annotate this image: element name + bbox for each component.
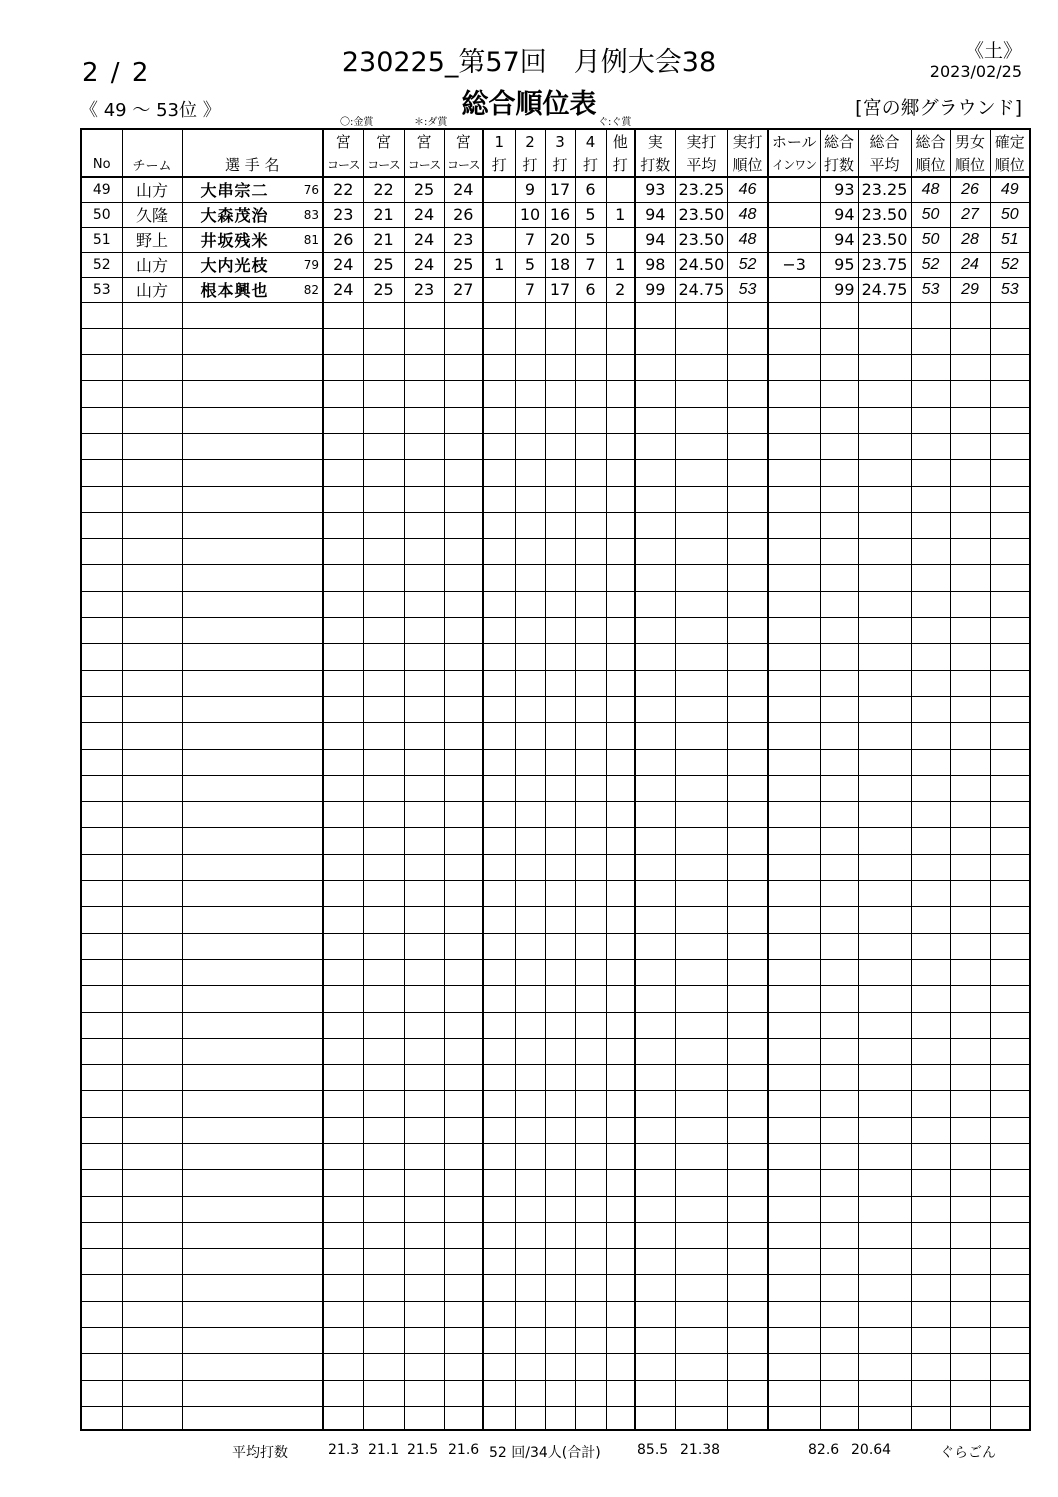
cell-rank: 48 bbox=[728, 227, 768, 252]
cell-strokes: 98 bbox=[635, 252, 675, 277]
cell-s4: 5 bbox=[575, 227, 606, 252]
empty-row bbox=[81, 1249, 1030, 1275]
table-row bbox=[81, 202, 1030, 227]
venue: [宮の郷グラウンド] bbox=[855, 97, 1022, 119]
player-name-cell bbox=[182, 252, 323, 277]
column-header-bottom-15: インワン bbox=[768, 153, 820, 177]
column-header-bottom-18: 順位 bbox=[911, 153, 950, 177]
column-header-bottom-14: 順位 bbox=[728, 153, 768, 177]
empty-row bbox=[81, 407, 1030, 433]
cell-c3: 24 bbox=[404, 252, 444, 277]
column-header-top-14: 実打 bbox=[728, 129, 768, 153]
column-header-top-7: 1 bbox=[483, 129, 515, 153]
empty-row bbox=[81, 539, 1030, 565]
footer bbox=[0, 1442, 1058, 1464]
empty-row bbox=[81, 696, 1030, 722]
cell-rank: 53 bbox=[728, 277, 768, 302]
footer-avg: 21.38 bbox=[680, 1442, 721, 1458]
cell-s3: 20 bbox=[545, 227, 575, 252]
cell-trank: 52 bbox=[911, 252, 950, 277]
cell-c3: 24 bbox=[404, 202, 444, 227]
cell-s1 bbox=[483, 277, 515, 302]
empty-row bbox=[81, 328, 1030, 354]
empty-row bbox=[81, 1144, 1030, 1170]
cell-grank: 29 bbox=[950, 277, 990, 302]
ranking-table bbox=[80, 128, 1031, 1431]
footer-brand: ぐらごん bbox=[940, 1445, 996, 1461]
cell-hio bbox=[768, 277, 820, 302]
cell-avg: 24.50 bbox=[675, 252, 728, 277]
column-header-bottom-12: 打数 bbox=[635, 153, 675, 177]
player-age: 81 bbox=[303, 233, 319, 247]
empty-row bbox=[81, 1301, 1030, 1327]
empty-row bbox=[81, 302, 1030, 328]
column-header-top-0 bbox=[81, 129, 122, 153]
cell-c2: 21 bbox=[363, 227, 404, 252]
cell-tavg: 24.75 bbox=[858, 277, 911, 302]
player-name: 根本興也 bbox=[200, 281, 269, 300]
column-header-top-20: 確定 bbox=[990, 129, 1030, 153]
column-header-bottom-3: コース bbox=[323, 153, 363, 177]
table-row bbox=[81, 252, 1030, 277]
cell-s2: 5 bbox=[515, 252, 545, 277]
cell-c4: 24 bbox=[444, 177, 483, 202]
column-header-top-15: ホール bbox=[768, 129, 820, 153]
column-header-bottom-1: チーム bbox=[122, 153, 182, 177]
table-row bbox=[81, 227, 1030, 252]
empty-row bbox=[81, 828, 1030, 854]
weekday: 《土》 bbox=[964, 40, 1022, 62]
footer-total: 82.6 bbox=[808, 1442, 840, 1458]
cell-tavg: 23.50 bbox=[858, 227, 911, 252]
cell-strokes: 99 bbox=[635, 277, 675, 302]
cell-s1 bbox=[483, 177, 515, 202]
cell-s3: 18 bbox=[545, 252, 575, 277]
cell-s4: 6 bbox=[575, 177, 606, 202]
cell-final: 53 bbox=[990, 277, 1030, 302]
empty-row bbox=[81, 460, 1030, 486]
cell-s2: 7 bbox=[515, 277, 545, 302]
column-header-bottom-13: 平均 bbox=[675, 153, 728, 177]
column-header-top-4: 宮 bbox=[363, 129, 404, 153]
footer-strokes: 85.5 bbox=[637, 1442, 669, 1458]
footer-course2-avg: 21.1 bbox=[368, 1442, 400, 1458]
empty-row bbox=[81, 723, 1030, 749]
cell-no: 49 bbox=[81, 177, 122, 202]
cell-c2: 25 bbox=[363, 252, 404, 277]
empty-row bbox=[81, 1380, 1030, 1406]
empty-row bbox=[81, 1222, 1030, 1248]
player-age: 83 bbox=[303, 208, 319, 222]
player-age: 82 bbox=[303, 283, 319, 297]
cell-s5 bbox=[606, 227, 635, 252]
column-header-bottom-10: 打 bbox=[575, 153, 606, 177]
empty-row bbox=[81, 433, 1030, 459]
cell-strokes: 94 bbox=[635, 202, 675, 227]
cell-avg: 23.25 bbox=[675, 177, 728, 202]
cell-s5: 1 bbox=[606, 202, 635, 227]
legend-gold-award: 〇:金賞 bbox=[340, 117, 374, 128]
empty-row bbox=[81, 1196, 1030, 1222]
cell-team: 野上 bbox=[122, 227, 182, 252]
cell-team: 久隆 bbox=[122, 202, 182, 227]
column-header-top-9: 3 bbox=[545, 129, 575, 153]
cell-s3: 16 bbox=[545, 202, 575, 227]
cell-no: 50 bbox=[81, 202, 122, 227]
empty-row bbox=[81, 749, 1030, 775]
cell-c3: 25 bbox=[404, 177, 444, 202]
cell-trank: 50 bbox=[911, 227, 950, 252]
cell-c3: 24 bbox=[404, 227, 444, 252]
cell-rank: 52 bbox=[728, 252, 768, 277]
cell-hio bbox=[768, 227, 820, 252]
column-header-top-18: 総合 bbox=[911, 129, 950, 153]
empty-row bbox=[81, 1354, 1030, 1380]
empty-row bbox=[81, 907, 1030, 933]
cell-avg: 23.50 bbox=[675, 227, 728, 252]
empty-row bbox=[81, 854, 1030, 880]
cell-grank: 28 bbox=[950, 227, 990, 252]
player-name-cell bbox=[182, 227, 323, 252]
cell-s3: 17 bbox=[545, 277, 575, 302]
cell-c4: 27 bbox=[444, 277, 483, 302]
cell-trank: 48 bbox=[911, 177, 950, 202]
empty-row bbox=[81, 986, 1030, 1012]
player-name-cell bbox=[182, 202, 323, 227]
player-age: 79 bbox=[303, 258, 319, 272]
empty-row bbox=[81, 381, 1030, 407]
cell-tavg: 23.50 bbox=[858, 202, 911, 227]
column-header-top-13: 実打 bbox=[675, 129, 728, 153]
cell-s2: 9 bbox=[515, 177, 545, 202]
cell-total: 99 bbox=[820, 277, 858, 302]
cell-s5: 1 bbox=[606, 252, 635, 277]
column-header-top-19: 男女 bbox=[950, 129, 990, 153]
cell-final: 49 bbox=[990, 177, 1030, 202]
empty-row bbox=[81, 802, 1030, 828]
cell-c1: 24 bbox=[323, 277, 363, 302]
legend-da-award: ＊:ダ賞 bbox=[414, 117, 448, 128]
empty-row bbox=[81, 1328, 1030, 1354]
empty-row bbox=[81, 355, 1030, 381]
cell-final: 51 bbox=[990, 227, 1030, 252]
cell-trank: 50 bbox=[911, 202, 950, 227]
player-name: 井坂残米 bbox=[200, 231, 269, 250]
cell-rank: 46 bbox=[728, 177, 768, 202]
cell-no: 53 bbox=[81, 277, 122, 302]
column-header-bottom-19: 順位 bbox=[950, 153, 990, 177]
cell-total: 95 bbox=[820, 252, 858, 277]
cell-grank: 27 bbox=[950, 202, 990, 227]
cell-c4: 23 bbox=[444, 227, 483, 252]
empty-row bbox=[81, 881, 1030, 907]
cell-no: 52 bbox=[81, 252, 122, 277]
empty-row bbox=[81, 486, 1030, 512]
column-header-top-17: 総合 bbox=[858, 129, 911, 153]
column-header-bottom-5: コース bbox=[404, 153, 444, 177]
column-header-bottom-11: 打 bbox=[606, 153, 635, 177]
page-subtitle: 総合順位表 bbox=[461, 89, 597, 120]
cell-final: 50 bbox=[990, 202, 1030, 227]
legend-gu-award: ぐ:ぐ賞 bbox=[598, 117, 632, 128]
player-name: 大森茂治 bbox=[200, 206, 269, 225]
column-header-top-1 bbox=[122, 129, 182, 153]
cell-trank: 53 bbox=[911, 277, 950, 302]
cell-c2: 22 bbox=[363, 177, 404, 202]
empty-row bbox=[81, 618, 1030, 644]
column-header-bottom-9: 打 bbox=[545, 153, 575, 177]
cell-hio bbox=[768, 177, 820, 202]
page-number: 2 / 2 bbox=[82, 58, 151, 88]
empty-row bbox=[81, 1117, 1030, 1143]
footer-label: 平均打数 bbox=[232, 1445, 288, 1461]
cell-total: 93 bbox=[820, 177, 858, 202]
cell-c4: 26 bbox=[444, 202, 483, 227]
cell-s3: 17 bbox=[545, 177, 575, 202]
cell-c4: 25 bbox=[444, 252, 483, 277]
cell-c3: 23 bbox=[404, 277, 444, 302]
empty-row bbox=[81, 933, 1030, 959]
cell-hio: −3 bbox=[768, 252, 820, 277]
column-header-top-5: 宮 bbox=[404, 129, 444, 153]
empty-row bbox=[81, 1170, 1030, 1196]
empty-row bbox=[81, 1012, 1030, 1038]
cell-s4: 6 bbox=[575, 277, 606, 302]
table-row bbox=[81, 277, 1030, 302]
player-name-cell bbox=[182, 277, 323, 302]
footer-rounds: 52 回/34人(合計) bbox=[489, 1445, 601, 1461]
cell-team: 山方 bbox=[122, 277, 182, 302]
cell-avg: 24.75 bbox=[675, 277, 728, 302]
cell-team: 山方 bbox=[122, 252, 182, 277]
cell-s1 bbox=[483, 227, 515, 252]
empty-row bbox=[81, 1091, 1030, 1117]
cell-c2: 25 bbox=[363, 277, 404, 302]
empty-row bbox=[81, 670, 1030, 696]
player-name-cell bbox=[182, 177, 323, 202]
cell-grank: 26 bbox=[950, 177, 990, 202]
player-age: 76 bbox=[303, 183, 319, 198]
cell-grank: 24 bbox=[950, 252, 990, 277]
column-header-top-16: 総合 bbox=[820, 129, 858, 153]
footer-course4-avg: 21.6 bbox=[448, 1442, 480, 1458]
empty-row bbox=[81, 644, 1030, 670]
empty-row bbox=[81, 591, 1030, 617]
cell-s4: 7 bbox=[575, 252, 606, 277]
event-date: 2023/02/25 bbox=[929, 62, 1022, 81]
footer-course3-avg: 21.5 bbox=[407, 1442, 439, 1458]
column-header-bottom-4: コース bbox=[363, 153, 404, 177]
empty-row bbox=[81, 512, 1030, 538]
cell-total: 94 bbox=[820, 227, 858, 252]
cell-c1: 22 bbox=[323, 177, 363, 202]
cell-avg: 23.50 bbox=[675, 202, 728, 227]
cell-s1: 1 bbox=[483, 252, 515, 277]
cell-c1: 26 bbox=[323, 227, 363, 252]
cell-tavg: 23.75 bbox=[858, 252, 911, 277]
column-header-bottom-8: 打 bbox=[515, 153, 545, 177]
table-row bbox=[81, 177, 1030, 202]
empty-row bbox=[81, 1275, 1030, 1301]
cell-s2: 10 bbox=[515, 202, 545, 227]
column-header-top-11: 他 bbox=[606, 129, 635, 153]
page-title: 230225_第57回 月例大会38 bbox=[341, 47, 717, 78]
column-header-bottom-16: 打数 bbox=[820, 153, 858, 177]
cell-strokes: 94 bbox=[635, 227, 675, 252]
cell-c2: 21 bbox=[363, 202, 404, 227]
empty-row bbox=[81, 1038, 1030, 1064]
column-header-bottom-0: No bbox=[81, 153, 122, 177]
cell-hio bbox=[768, 202, 820, 227]
cell-s2: 7 bbox=[515, 227, 545, 252]
column-header-top-2 bbox=[182, 129, 323, 153]
column-header-top-6: 宮 bbox=[444, 129, 483, 153]
column-header-bottom-2: 選 手 名 bbox=[182, 153, 323, 177]
footer-total-avg: 20.64 bbox=[851, 1442, 892, 1458]
rank-range: 《 49 ～ 53位 》 bbox=[80, 100, 221, 121]
column-header-top-8: 2 bbox=[515, 129, 545, 153]
column-header-bottom-7: 打 bbox=[483, 153, 515, 177]
player-name: 大串宗二 bbox=[200, 181, 269, 201]
column-header-top-3: 宮 bbox=[323, 129, 363, 153]
column-header-top-10: 4 bbox=[575, 129, 606, 153]
empty-row bbox=[81, 1406, 1030, 1430]
cell-c1: 24 bbox=[323, 252, 363, 277]
cell-tavg: 23.25 bbox=[858, 177, 911, 202]
cell-rank: 48 bbox=[728, 202, 768, 227]
column-header-bottom-6: コース bbox=[444, 153, 483, 177]
cell-final: 52 bbox=[990, 252, 1030, 277]
empty-row bbox=[81, 565, 1030, 591]
column-header-top-12: 実 bbox=[635, 129, 675, 153]
empty-row bbox=[81, 775, 1030, 801]
cell-no: 51 bbox=[81, 227, 122, 252]
cell-team: 山方 bbox=[122, 177, 182, 202]
column-header-bottom-20: 順位 bbox=[990, 153, 1030, 177]
cell-s4: 5 bbox=[575, 202, 606, 227]
cell-c1: 23 bbox=[323, 202, 363, 227]
empty-row bbox=[81, 1065, 1030, 1091]
column-header-bottom-17: 平均 bbox=[858, 153, 911, 177]
footer-course1-avg: 21.3 bbox=[328, 1442, 360, 1458]
cell-s5: 2 bbox=[606, 277, 635, 302]
cell-s1 bbox=[483, 202, 515, 227]
empty-row bbox=[81, 959, 1030, 985]
cell-total: 94 bbox=[820, 202, 858, 227]
cell-strokes: 93 bbox=[635, 177, 675, 202]
cell-s5 bbox=[606, 177, 635, 202]
player-name: 大内光枝 bbox=[200, 256, 269, 275]
